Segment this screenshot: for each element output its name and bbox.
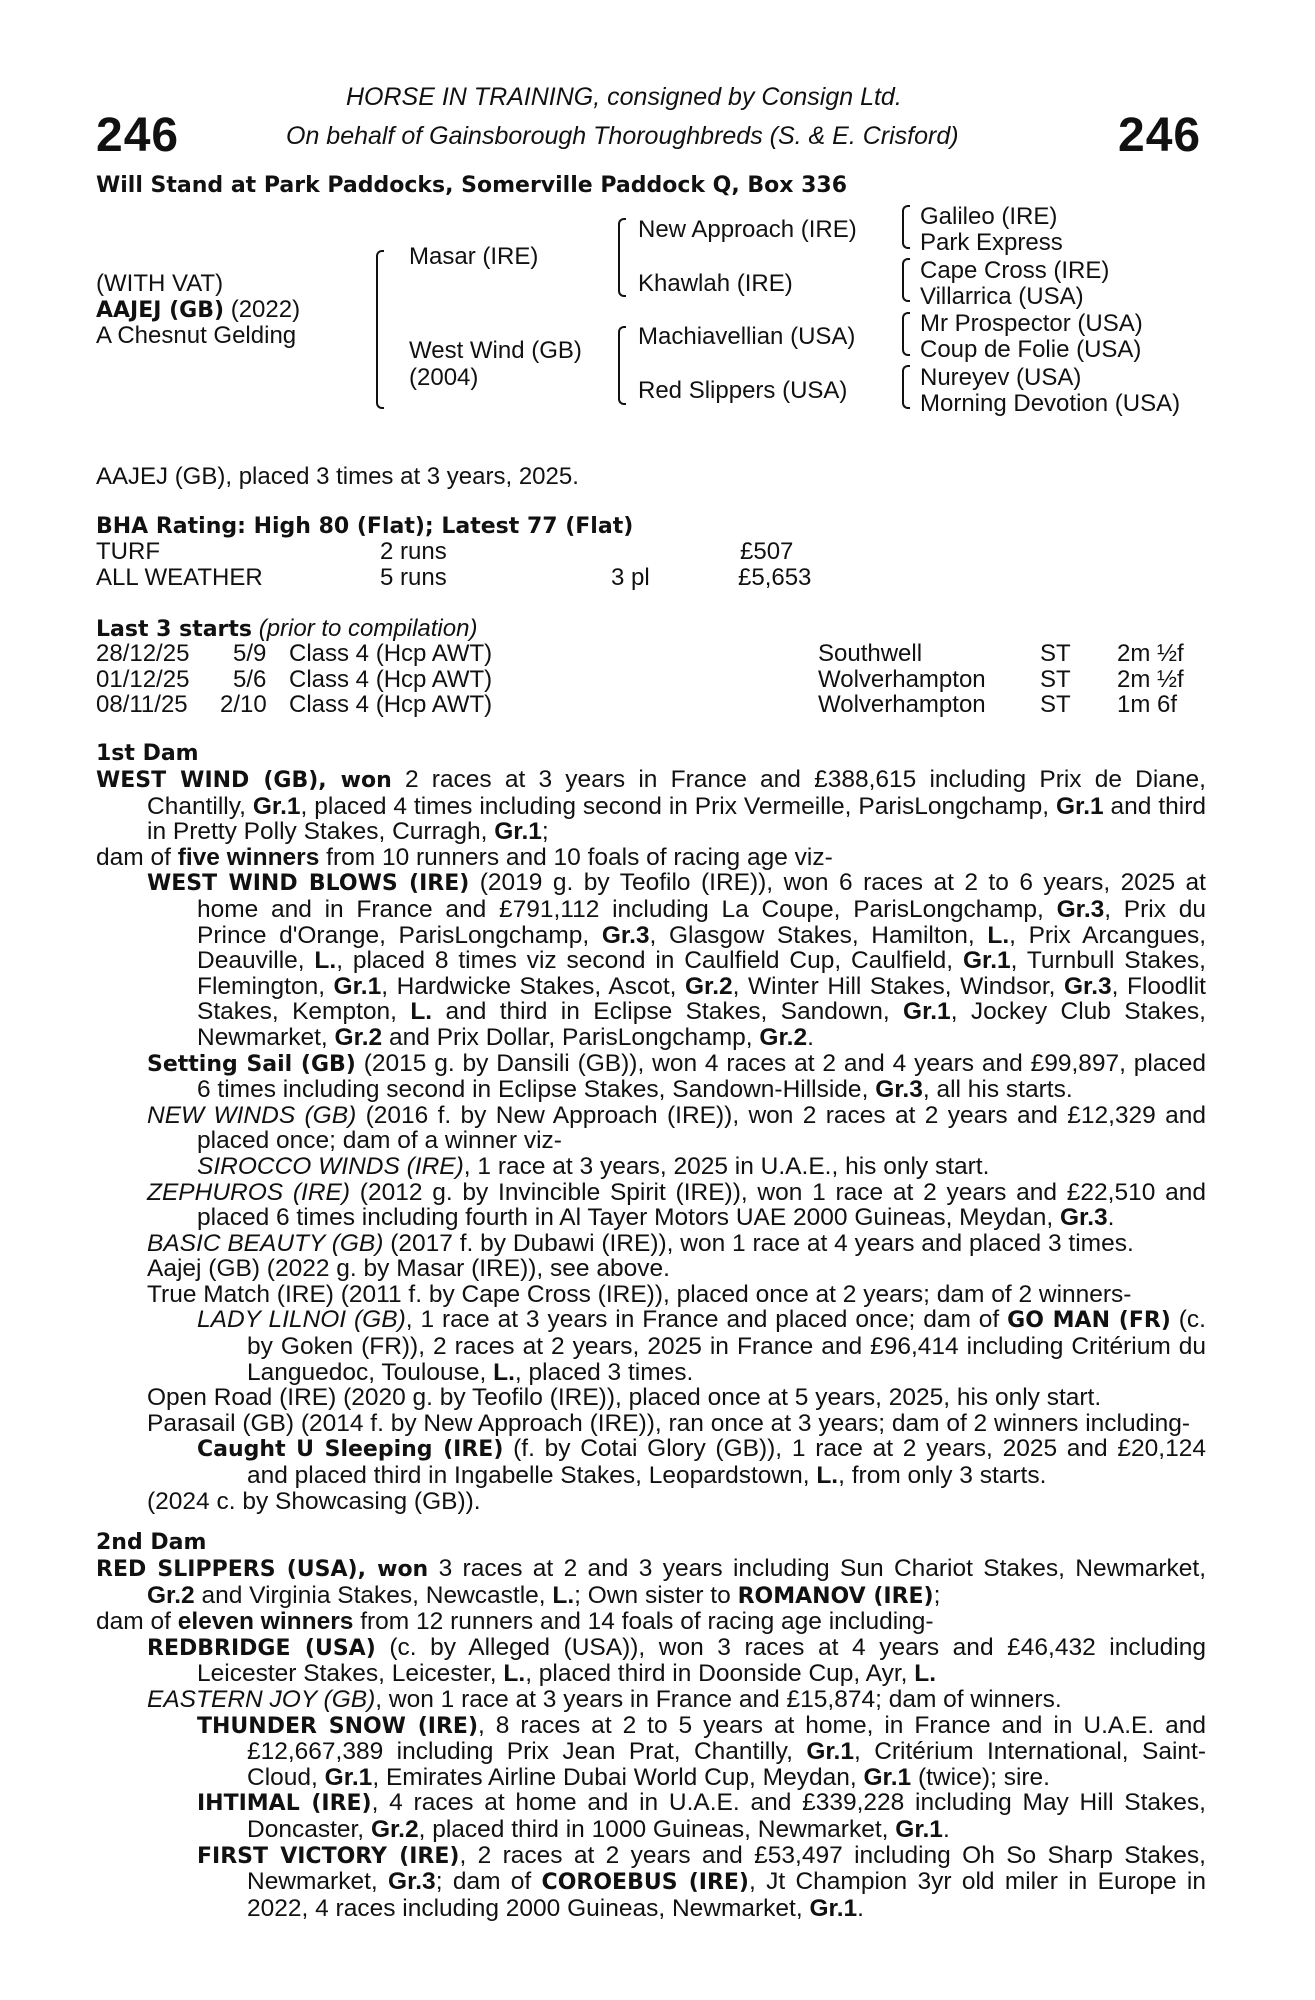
rating-aw-earnings: £5,653 <box>738 564 812 591</box>
rating-turf-runs: 2 runs <box>380 538 447 565</box>
header-line-2: On behalf of Gainsborough Thoroughbreds (S. & E. Crisford) <box>286 122 959 150</box>
produce-ihtimal: IHTIMAL (IRE), 4 races at home and in U.A.E. and £339,228 including May Hill Stakes, Doncaster, Gr.2, placed third in 1000 Guineas, Newmarket, Gr.1. <box>197 1789 1206 1843</box>
start-1-race: Class 4 (Hcp AWT) <box>289 640 493 667</box>
last-starts-note: (prior to compilation) <box>258 615 478 642</box>
start-2-pos: 5/6 <box>233 666 267 693</box>
pedigree-g4: Villarrica (USA) <box>920 283 1084 310</box>
rating-aw-surface: ALL WEATHER <box>96 564 263 591</box>
second-dam-produce: dam of eleven winners from 12 runners and 14 foals of racing age including- <box>96 1608 934 1636</box>
start-1-dist: 2m ½f <box>1117 640 1184 667</box>
pedigree-sire-dam: Khawlah (IRE) <box>638 270 793 297</box>
first-dam-record: WEST WIND (GB), won 2 races at 3 years in France and £388,615 including Prix de Diane, Chantilly, Gr.1, placed 4 times including second in Prix Vermeille, ParisLongchamp, Gr.1 and third in Pretty Polly Stakes, Curragh, Gr.1; <box>96 766 1206 846</box>
pedigree-brace-main <box>376 250 384 409</box>
start-2-course: Wolverhampton <box>818 666 986 693</box>
horse-name: AAJEJ (GB) <box>96 298 225 323</box>
produce-sirocco-winds: SIROCCO WINDS (IRE), 1 race at 3 years, 2025 in U.A.E., his only start. <box>197 1152 990 1180</box>
produce-aajej: Aajej (GB) (2022 g. by Masar (IRE)), see above. <box>147 1255 670 1283</box>
horse-year: (2022) <box>230 296 301 323</box>
last-starts-title: Last 3 starts <box>96 617 253 642</box>
start-3-dist: 1m 6f <box>1117 691 1178 718</box>
produce-lady-lilnoi: LADY LILNOI (GB), 1 race at 3 years in France and placed once; dam of GO MAN (FR) (c. by Goken (FR)), 2 races at 2 years, 2025 in France and £96,414 including Critérium du Languedoc, Toulouse, L., placed 3 times. <box>197 1306 1206 1386</box>
produce-true-match: True Match (IRE) (2011 f. by Cape Cross (IRE)), placed once at 2 years; dam of 2 winners- <box>147 1280 1132 1308</box>
produce-west-wind-blows: WEST WIND BLOWS (IRE) (2019 g. by Teofilo (IRE)), won 6 races at 2 to 6 years, 2025 at home and in France and £791,112 including La Coupe, ParisLongchamp, Gr.3, Prix du Prince d'Orange, ParisLongchamp, Gr.3, Glasgow Stakes, Hamilton, L., Prix Arcangues, Deauville, L., placed 8 times viz second in Caulfield Cup, Caulfield, Gr.1, Turnbull Stakes, Flemington, Gr.1, Hardwicke Stakes, Ascot, Gr.2, Winter Hill Stakes, Windsor, Gr.3, Floodlit Stakes, Kempton, L. and third in Eclipse Stakes, Sandown, Gr.1, Jockey Club Stakes, Newmarket, Gr.2 and Prix Dollar, ParisLongchamp, Gr.2. <box>147 869 1207 1051</box>
pedigree-sire: Masar (IRE) <box>409 243 539 270</box>
lot-number-left: 246 <box>96 109 180 162</box>
racing-summary: AAJEJ (GB), placed 3 times at 3 years, 2025. <box>96 463 579 490</box>
pedigree-dam-year: (2004) <box>409 364 479 391</box>
start-2-going: ST <box>1040 666 1071 693</box>
location-line: Will Stand at Park Paddocks, Somerville Paddock Q, Box 336 <box>96 173 848 198</box>
start-3-pos: 2/10 <box>220 691 267 718</box>
bha-rating-title: BHA Rating: High 80 (Flat); Latest 77 (Flat) <box>96 514 634 539</box>
start-3-course: Wolverhampton <box>818 691 986 718</box>
first-dam-produce: dam of five winners from 10 runners and 10 foals of racing age viz- <box>96 843 833 871</box>
pedigree-g8: Morning Devotion (USA) <box>920 390 1181 417</box>
start-3-race: Class 4 (Hcp AWT) <box>289 691 493 718</box>
produce-setting-sail: Setting Sail (GB) (2015 g. by Dansili (GB)), won 4 races at 2 and 4 years and £99,897, placed 6 times including second in Eclipse Stakes, Sandown-Hillside, Gr.3, all his starts. <box>147 1049 1206 1104</box>
produce-new-winds: NEW WINDS (GB) (2016 f. by New Approach (IRE)), won 2 races at 2 years and £12,329 and placed once; dam of a winner viz- <box>147 1101 1206 1155</box>
start-3-date: 08/11/25 <box>96 691 188 718</box>
produce-parasail: Parasail (GB) (2014 f. by New Approach (IRE)), ran once at 3 years; dam of 2 winners including- <box>147 1409 1191 1437</box>
pedigree-g5: Mr Prospector (USA) <box>920 310 1143 337</box>
rating-aw-runs: 5 runs <box>380 564 447 591</box>
lot-number-right: 246 <box>1118 109 1202 162</box>
last-starts-heading <box>96 615 477 643</box>
horse-name-line <box>96 296 300 324</box>
pedigree-sire-sire: New Approach (IRE) <box>638 216 857 243</box>
first-dam-heading: 1st Dam <box>96 741 199 766</box>
produce-2024-colt: (2024 c. by Showcasing (GB)). <box>147 1487 481 1515</box>
start-3-going: ST <box>1040 691 1071 718</box>
first-dam-body <box>96 767 1206 1514</box>
pedigree-brace-g3 <box>902 312 910 356</box>
pedigree-brace-sire <box>618 218 626 297</box>
second-dam-heading: 2nd Dam <box>96 1530 207 1555</box>
start-2-race: Class 4 (Hcp AWT) <box>289 666 493 693</box>
start-1-going: ST <box>1040 640 1071 667</box>
produce-open-road: Open Road (IRE) (2020 g. by Teofilo (IRE)), placed once at 5 years, 2025, his only start. <box>147 1384 1102 1412</box>
produce-caught-u-sleeping: Caught U Sleeping (IRE) (f. by Cotai Glory (GB)), 1 race at 2 years, 2025 and £20,124 and placed third in Ingabelle Stakes, Leopardstown, L., from only 3 starts. <box>197 1435 1206 1490</box>
rating-aw-placed: 3 pl <box>611 564 650 591</box>
start-1-date: 28/12/25 <box>96 640 190 667</box>
header-line-1: HORSE IN TRAINING, consigned by Consign Ltd. <box>346 83 902 111</box>
produce-basic-beauty: BASIC BEAUTY (GB) (2017 f. by Dubawi (IRE)), won 1 race at 4 years and placed 3 times. <box>147 1229 1134 1257</box>
pedigree-brace-g1 <box>902 205 910 249</box>
start-2-date: 01/12/25 <box>96 666 190 693</box>
pedigree-g1: Galileo (IRE) <box>920 203 1058 230</box>
pedigree-g7: Nureyev (USA) <box>920 364 1082 391</box>
pedigree-dam-dam: Red Slippers (USA) <box>638 377 848 404</box>
second-dam-record: RED SLIPPERS (USA), won 3 races at 2 and 3 years including Sun Chariot Stakes, Newmarket, Gr.2 and Virginia Stakes, Newcastle, L.; Own sister to ROMANOV (IRE); <box>96 1555 1207 1609</box>
start-1-pos: 5/9 <box>233 640 267 667</box>
pedigree-brace-g2 <box>902 258 910 302</box>
produce-redbridge: REDBRIDGE (USA) (c. by Alleged (USA)), won 3 races at 4 years and £46,432 including Leicester Stakes, Leicester, L., placed third in Doonside Cup, Ayr, L. <box>147 1633 1206 1688</box>
produce-eastern-joy: EASTERN JOY (GB), won 1 race at 3 years in France and £15,874; dam of winners. <box>147 1685 1062 1713</box>
pedigree-dam: West Wind (GB) <box>409 337 582 364</box>
pedigree-g2: Park Express <box>920 229 1063 256</box>
start-2-dist: 2m ½f <box>1117 666 1184 693</box>
rating-turf-surface: TURF <box>96 538 160 565</box>
pedigree-g3: Cape Cross (IRE) <box>920 257 1110 284</box>
pedigree-brace-g4 <box>902 365 910 409</box>
produce-zephuros: ZEPHUROS (IRE) (2012 g. by Invincible Spirit (IRE)), won 1 race at 2 years and £22,510 and placed 6 times including fourth in Al Tayer Motors UAE 2000 Guineas, Meydan, Gr.3. <box>147 1178 1206 1232</box>
vat-label: (WITH VAT) <box>96 270 224 297</box>
horse-description: A Chesnut Gelding <box>96 322 297 349</box>
produce-first-victory: FIRST VICTORY (IRE), 2 races at 2 years and £53,497 including Oh So Sharp Stakes, Newmarket, Gr.3; dam of COROEBUS (IRE), Jt Champion 3yr old miler in Europe in 2022, 4 races including 2000 Guineas, Newmarket, Gr.1. <box>197 1841 1206 1922</box>
start-1-course: Southwell <box>818 640 923 667</box>
second-dam-body <box>96 1556 1206 1921</box>
pedigree-brace-dam <box>618 326 626 405</box>
pedigree-g6: Coup de Folie (USA) <box>920 336 1142 363</box>
produce-thunder-snow: THUNDER SNOW (IRE), 8 races at 2 to 5 years at home, in France and in U.A.E. and £12,667,389 including Prix Jean Prat, Chantilly, Gr.1, Critérium International, Saint-Cloud, Gr.1, Emirates Airline Dubai World Cup, Meydan, Gr.1 (twice); sire. <box>197 1711 1206 1791</box>
pedigree-dam-sire: Machiavellian (USA) <box>638 323 856 350</box>
rating-turf-earnings: £507 <box>740 538 794 565</box>
